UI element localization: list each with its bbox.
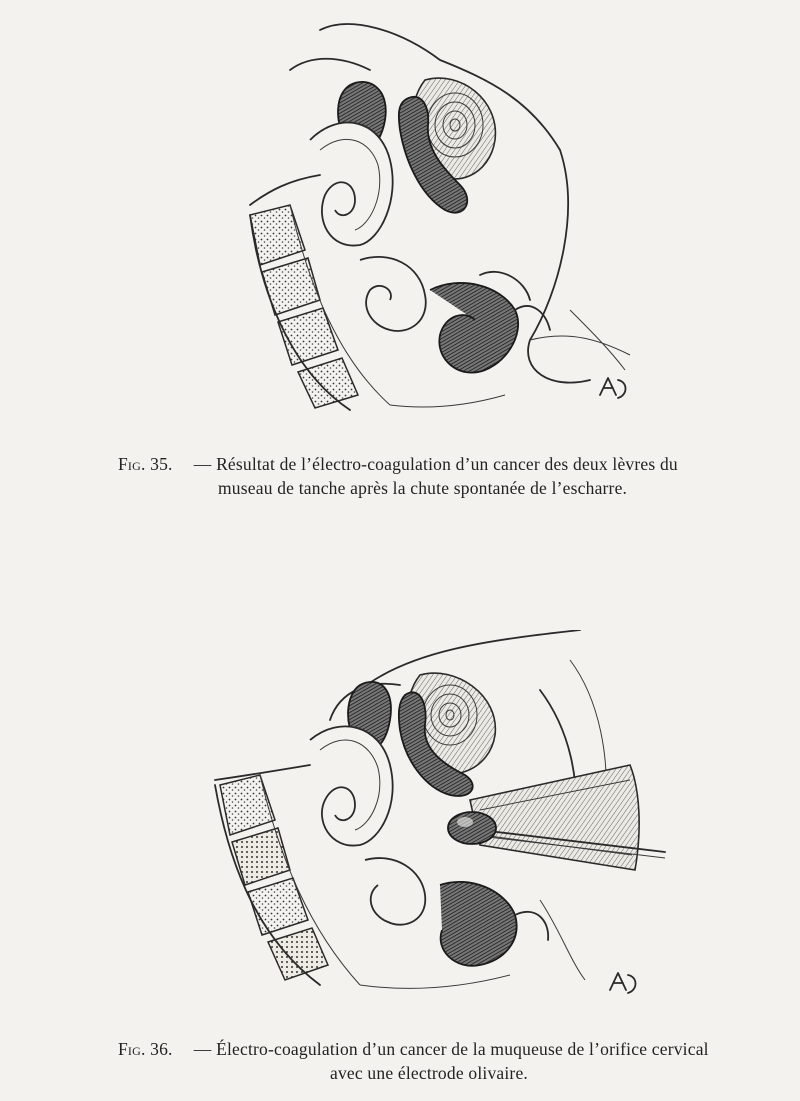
figure-number: Fig. 36. bbox=[118, 1039, 173, 1059]
caption-line-2: avec une électrode olivaire. bbox=[330, 1063, 528, 1083]
anatomical-drawing-fig35 bbox=[230, 10, 650, 420]
caption-fig35 bbox=[118, 452, 768, 500]
caption-dash: — bbox=[193, 1039, 212, 1059]
figure-35-illustration bbox=[230, 10, 650, 420]
artist-monogram bbox=[610, 973, 636, 993]
caption-line-2: museau de tanche après la chute spontanée de l’escharre. bbox=[218, 478, 628, 498]
figure-36-illustration bbox=[210, 630, 690, 1005]
caption-line-1: Électro-coagulation d’un cancer de la muqueuse de l’orifice cervical bbox=[216, 1039, 709, 1059]
anatomical-drawing-fig36 bbox=[210, 630, 690, 1005]
caption-fig36 bbox=[118, 1037, 768, 1085]
caption-dash: — bbox=[193, 454, 212, 474]
artist-monogram bbox=[600, 378, 626, 398]
caption-line-1: Résultat de l’électro-coagulation d’un cancer des deux lèvres du bbox=[216, 454, 678, 474]
figure-number: Fig. 35. bbox=[118, 454, 173, 474]
